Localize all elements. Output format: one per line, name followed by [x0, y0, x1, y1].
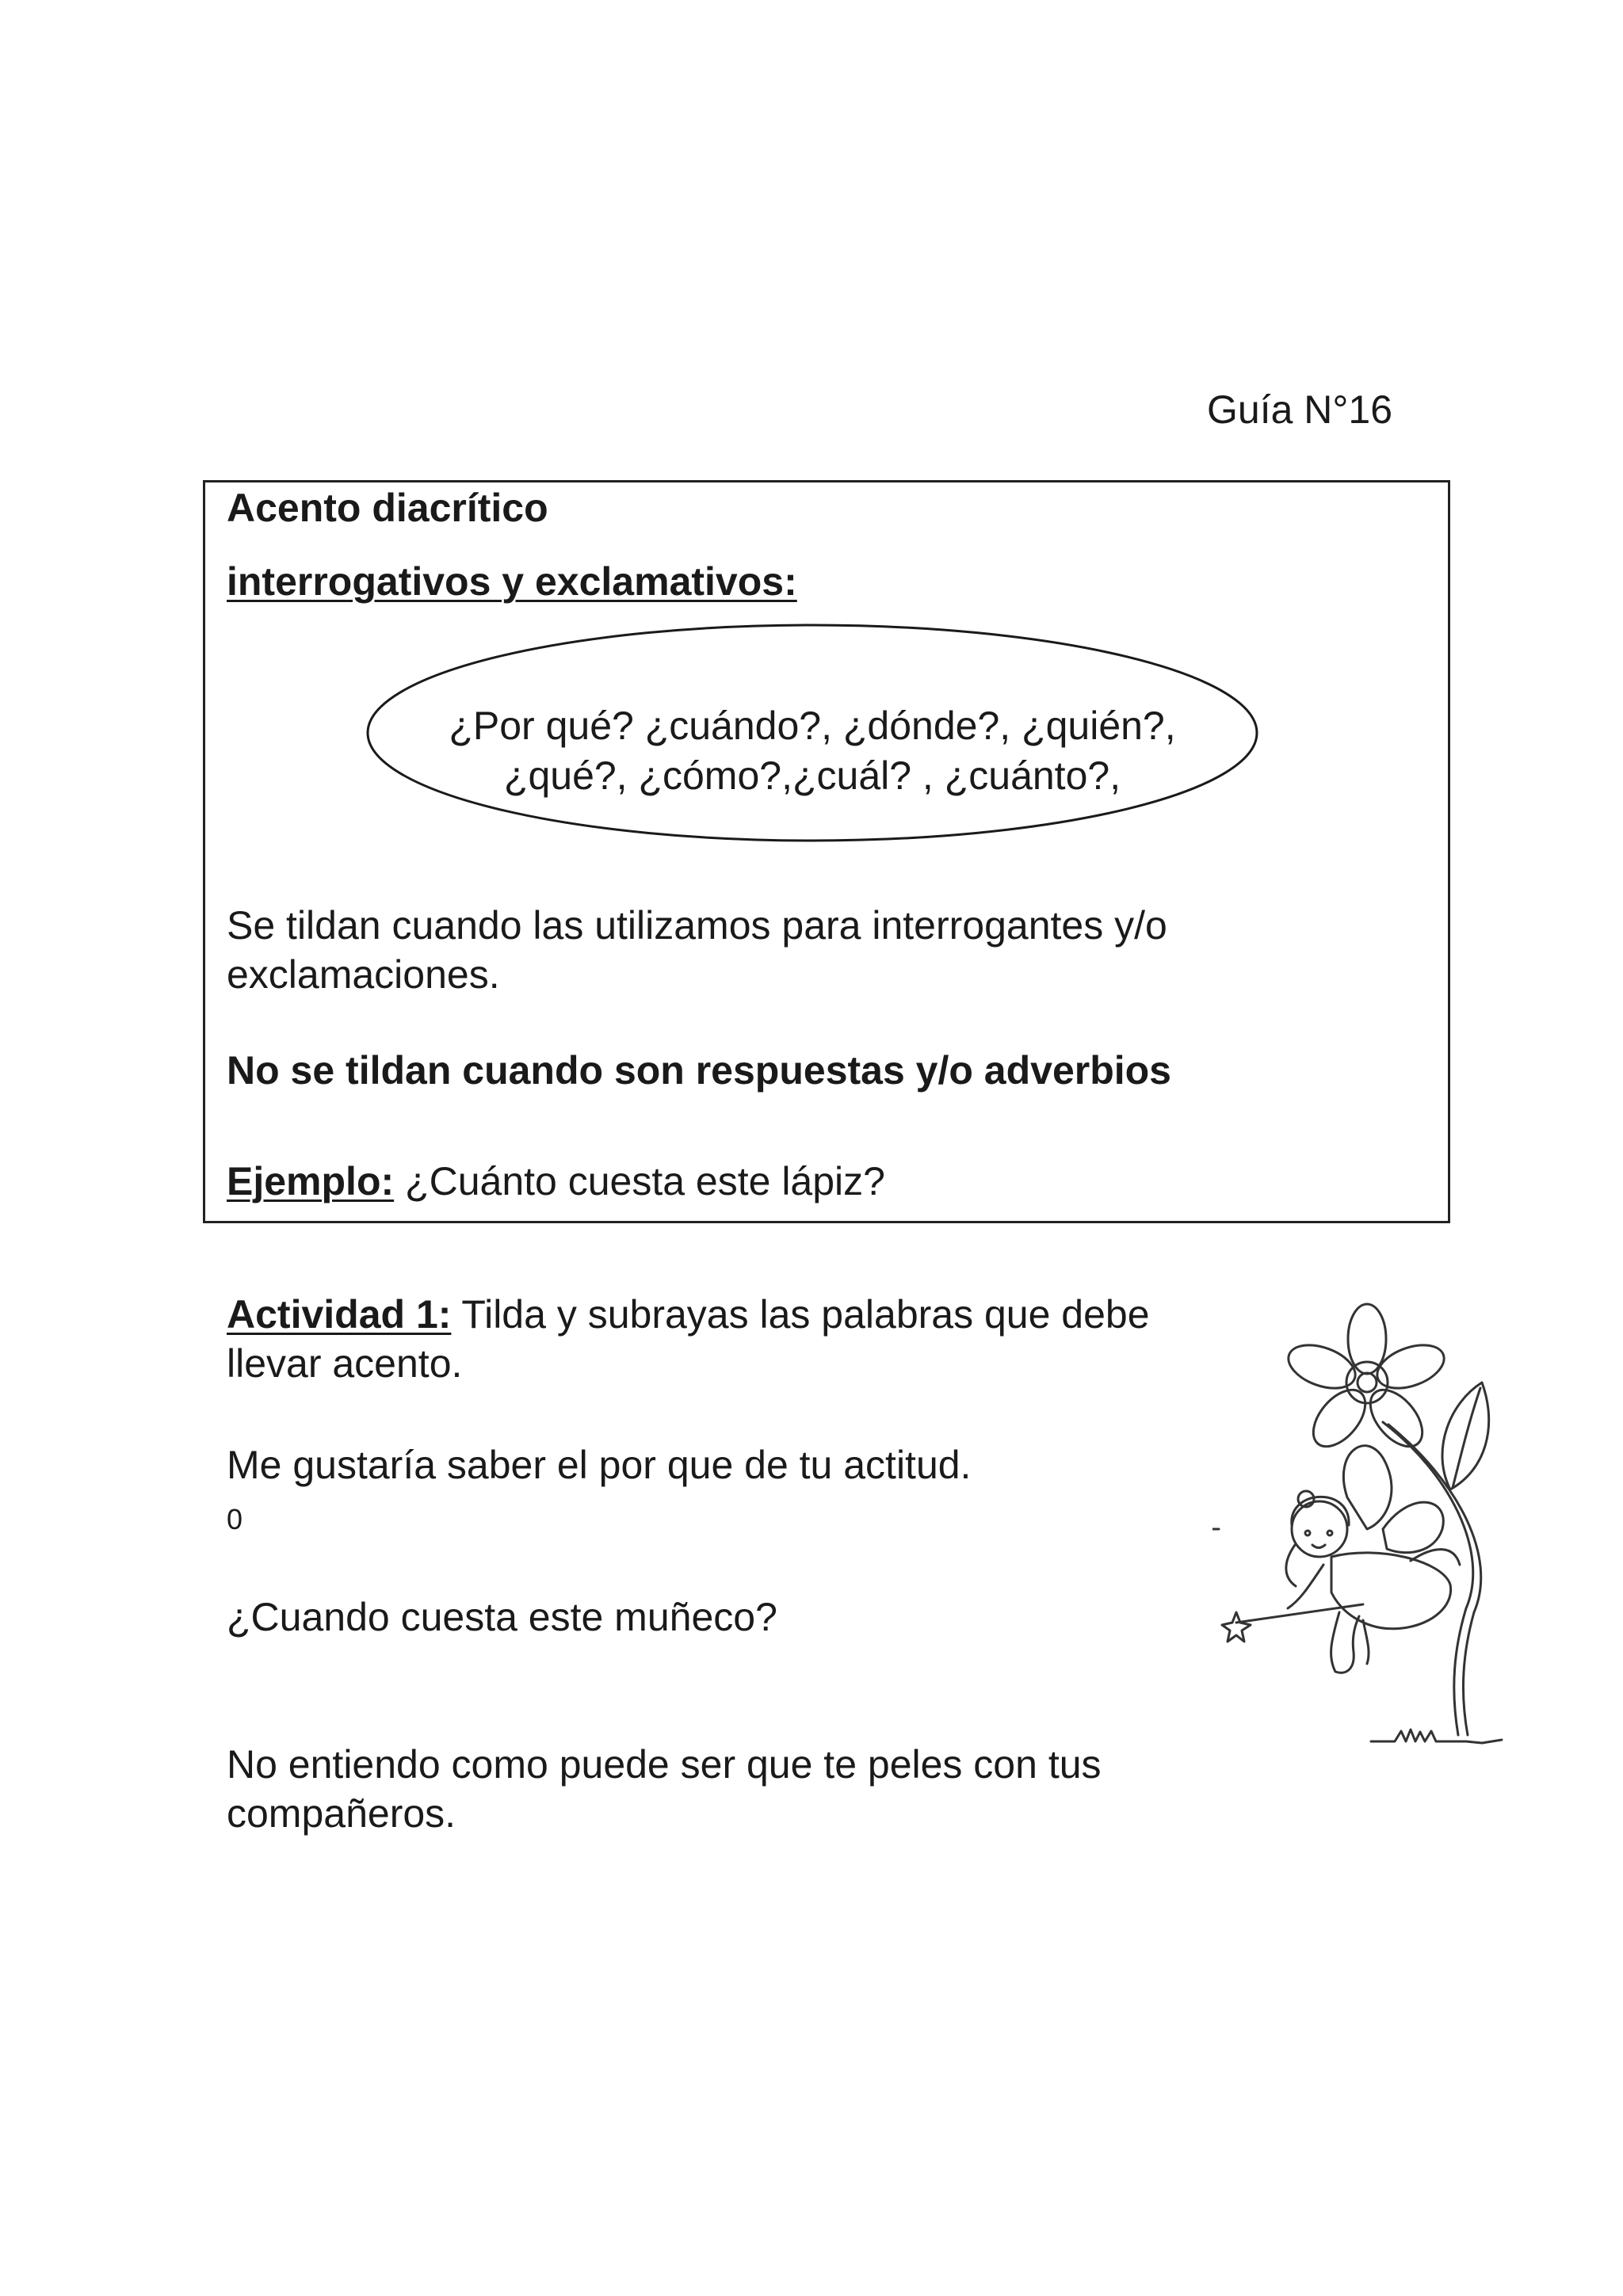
example-line: [227, 1157, 885, 1206]
exercise-sentence-3: No entiendo como puede ser que te peles con tus compañeros.: [227, 1742, 1102, 1836]
guide-number: Guía N°16: [1207, 387, 1393, 432]
box-title: Acento diacrítico: [227, 486, 548, 530]
exercise-sentence-2: ¿Cuando cuesta este muñeco?: [227, 1595, 777, 1639]
question-words-line-2: ¿qué?, ¿cómo?,¿cuál? , ¿cuánto?,: [503, 753, 1121, 798]
activity-text: Tilda y subrayas las palabras que debe llevar acento.: [227, 1292, 1150, 1386]
activity-instruction: [227, 1290, 1225, 1388]
box-subtitle: interrogativos y exclamativos:: [227, 559, 797, 604]
example-text: ¿Cuánto cuesta este lápiz?: [405, 1159, 885, 1203]
rule-text: Se tildan cuando las utilizamos para interrogantes y/o exclamaciones.: [227, 903, 1167, 997]
stray-mark: 0: [227, 1503, 243, 1535]
activity-label: Actividad 1:: [227, 1292, 452, 1337]
exercise-sentence-1: Me gustaría saber el por que de tu actitud.: [227, 1443, 972, 1487]
question-words-line-1: ¿Por qué? ¿cuándo?, ¿dónde?, ¿quién?,: [449, 704, 1176, 748]
rule-exception: No se tildan cuando son respuestas y/o adverbios: [227, 1048, 1171, 1093]
fairy-flower-drawing-icon: [1212, 1291, 1522, 1767]
example-label: Ejemplo:: [227, 1159, 395, 1203]
